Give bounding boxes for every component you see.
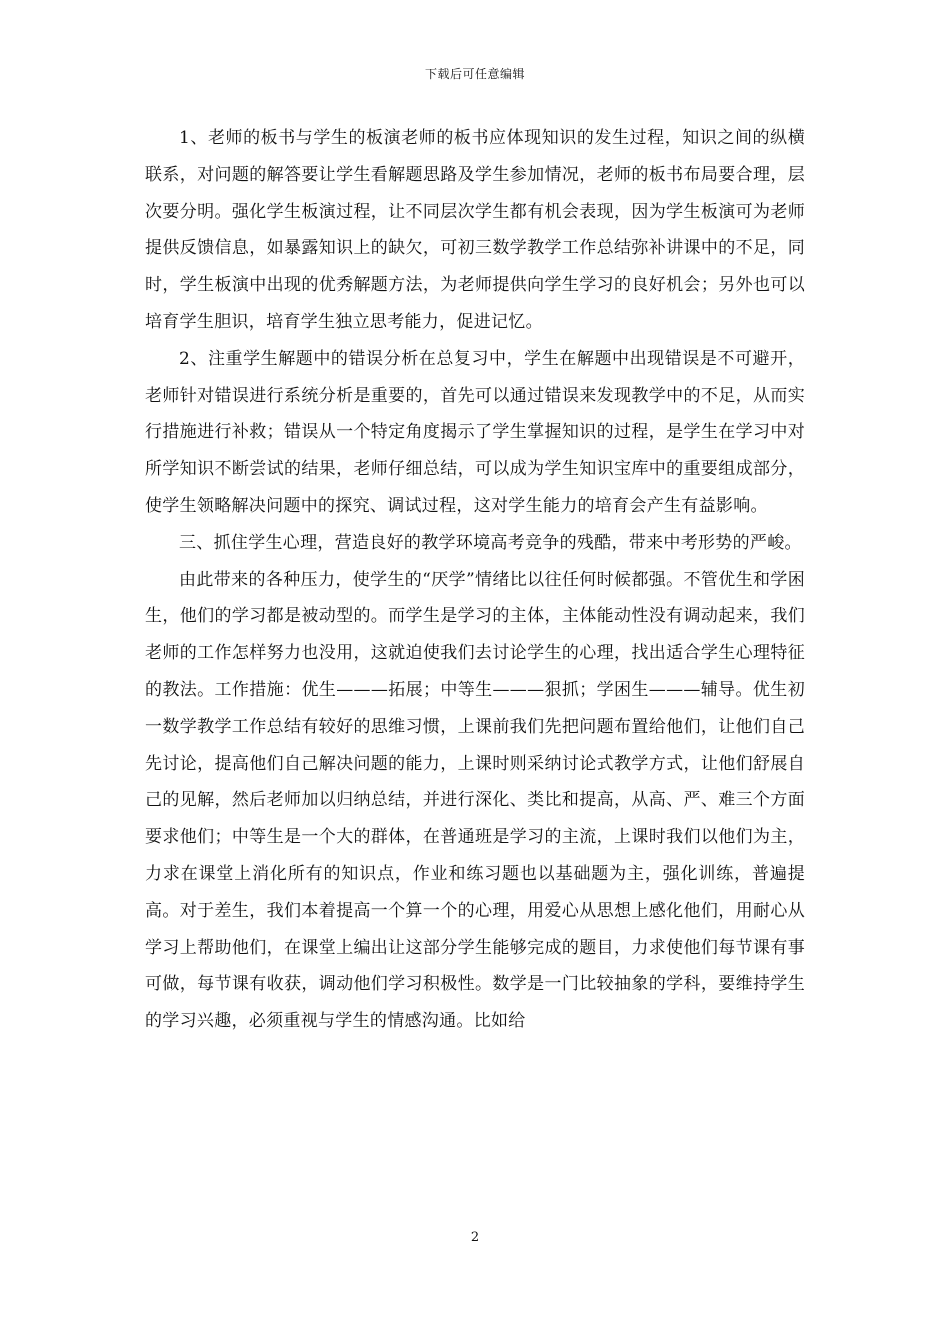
paragraph-board-writing: 1、老师的板书与学生的板演老师的板书应体现知识的发生过程，知识之间的纵横联系，对问题的解答要让学生看解题思路及学生参加情况，老师的板书布局要合理，层次要分明。强化学生板演过程，让不同层次学生都有机会表现，因为学生板演可为老师提供反馈信息，如暴露知识上的缺欠，可初三数学教学工作总结弥补讲课中的不足，同时，学生板演中出现的优秀解题方法，为老师提供向学生学习的良好机会；另外也可以培育学生胆识，培育学生独立思考能力，促进记忆。 <box>145 128 805 332</box>
document-body <box>145 120 805 1040</box>
page-header: 下载后可任意编辑 <box>424 67 525 81</box>
paragraph-error-analysis: 2、注重学生解题中的错误分析在总复习中，学生在解题中出现错误是不可避开，老师针对错误进行系统分析是重要的，首先可以通过错误来发现教学中的不足，从而实行措施进行补救；错误从一个特定角度揭示了学生掌握知识的过程，是学生在学习中对所学知识不断尝试的结果，老师仔细总结，可以成为学生知识宝库中的重要组成部分，使学生领略解决问题中的探究、调试过程，这对学生能力的培育会产生有益影响。 <box>145 348 805 516</box>
page-number: 2 <box>470 1230 480 1245</box>
paragraph-student-psychology: 由此带来的各种压力，使学生的“厌学”情绪比以往任何时候都强。不管优生和学困生，他们的学习都是被动型的。而学生是学习的主体，主体能动性没有调动起来，我们老师的工作怎样努力也没用，这就迫使我们去讨论学生的心理，找出适合学生心理特征的教法。工作措施：优生———拓展；中等生———狠抓；学困生———辅导。优生初一数学教学工作总结有较好的思维习惯，上课前我们先把问题布置给他们，让他们自己先讨论，提高他们自己解决问题的能力，上课时则采纳讨论式教学方式，让他们舒展自己的见解，然后老师加以归纳总结，并进行深化、类比和提高，从高、严、难三个方面要求他们；中等生是一个大的群体，在普通班是学习的主流，上课时我们以他们为主，力求在课堂上消化所有的知识点，作业和练习题也以基础题为主，强化训练，普遍提高。对于差生，我们本着提高一个算一个的心理，用爱心从思想上感化他们，用耐心从学习上帮助他们，在课堂上编出让这部分学生能够完成的题目，力求使他们每节课有事可做，每节课有收获，调动他们学习积极性。数学是一门比较抽象的学科，要维持学生的学习兴趣，必须重视与学生的情感沟通。比如给 <box>145 569 805 1032</box>
paragraph-section-three-heading: 三、抓住学生心理，营造良好的教学环境高考竞争的残酷，带来中考形势的严峻。 <box>179 532 802 553</box>
